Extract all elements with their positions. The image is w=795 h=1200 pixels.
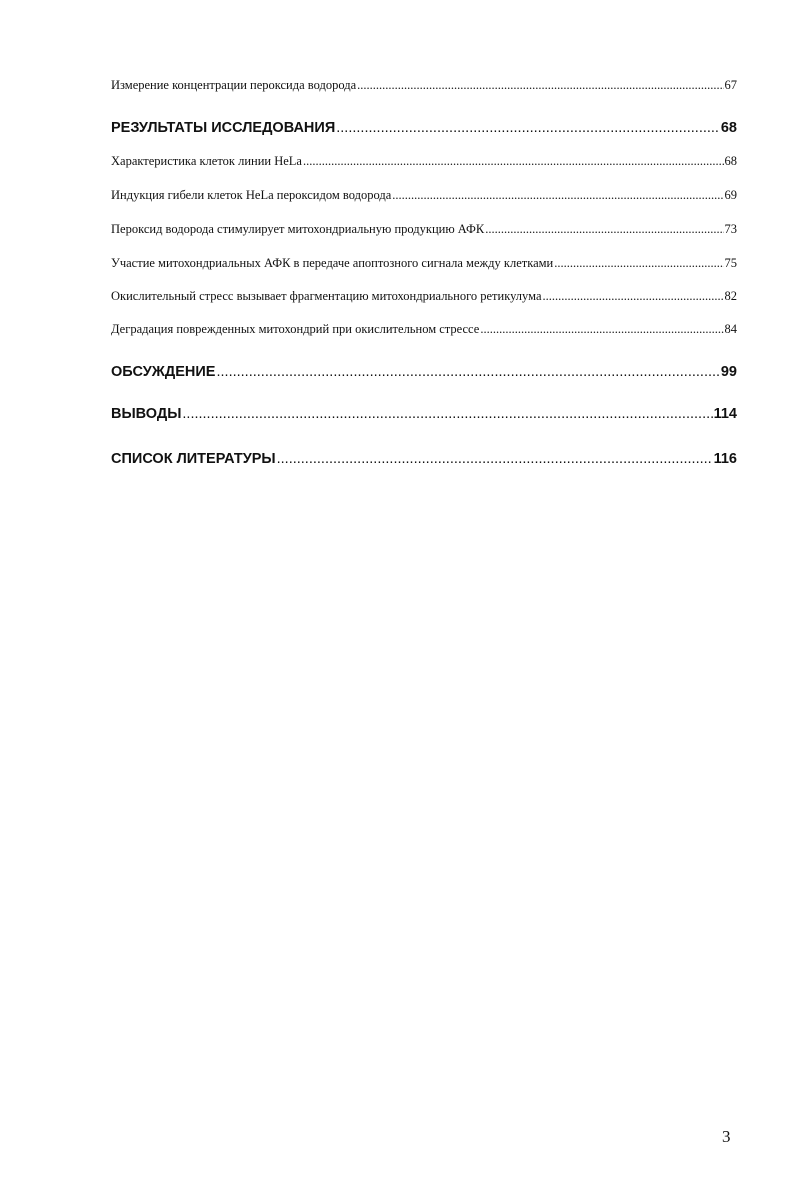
toc-entry xyxy=(111,256,737,271)
toc-section-page: 99 xyxy=(720,364,737,380)
dot-leader xyxy=(277,451,713,467)
toc-entry-title: Индукция гибели клеток HeLa пероксидом водорода xyxy=(111,188,392,202)
toc-entry-page: 69 xyxy=(724,188,737,202)
toc-section-title: СПИСОК ЛИТЕРАТУРЫ xyxy=(111,451,276,467)
toc-entry-title: Измерение концентрации пероксида водорода xyxy=(111,78,357,92)
toc-entry-title: Деградация поврежденных митохондрий при окислительном стрессе xyxy=(111,322,480,336)
dot-leader xyxy=(543,289,724,304)
toc-entry-page: 73 xyxy=(724,222,737,236)
toc-entry xyxy=(111,154,737,169)
dot-leader xyxy=(392,188,723,203)
dot-leader xyxy=(216,364,719,380)
toc-section-entry xyxy=(111,406,737,422)
toc-section-title: РЕЗУЛЬТАТЫ ИССЛЕДОВАНИЯ xyxy=(111,120,336,136)
toc-section-page: 116 xyxy=(713,451,737,467)
dot-leader xyxy=(357,78,723,93)
toc-section-title: ОБСУЖДЕНИЕ xyxy=(111,364,216,380)
toc-section-entry xyxy=(111,451,737,467)
toc-entry-page: 84 xyxy=(724,322,737,336)
toc-entry-title: Окислительный стресс вызывает фрагментацию митохондриального ретикулума xyxy=(111,289,542,303)
toc-entry xyxy=(111,188,737,203)
toc-entry-page: 75 xyxy=(724,256,737,270)
toc-section-page: 68 xyxy=(720,120,737,136)
toc-entry xyxy=(111,78,737,93)
dot-leader xyxy=(485,222,723,237)
toc-section-entry xyxy=(111,364,737,380)
dot-leader xyxy=(480,322,723,337)
toc-entry-title: Участие митохондриальных АФК в передаче апоптозного сигнала между клетками xyxy=(111,256,554,270)
dot-leader xyxy=(336,120,720,136)
dot-leader xyxy=(303,154,724,169)
toc-entry xyxy=(111,222,737,237)
toc-entry-page: 68 xyxy=(724,154,737,168)
toc-section-entry xyxy=(111,120,737,136)
page-number: 3 xyxy=(722,1127,731,1146)
toc-entry-page: 67 xyxy=(724,78,737,92)
toc-entry-title: Характеристика клеток линии HeLa xyxy=(111,154,302,168)
dot-leader xyxy=(182,406,712,422)
toc-entry-page: 82 xyxy=(724,289,737,303)
toc-section-page: 114 xyxy=(713,406,737,422)
toc-entry xyxy=(111,289,737,304)
toc-entry xyxy=(111,322,737,337)
toc-entry-title: Пероксид водорода стимулирует митохондриальную продукцию АФК xyxy=(111,222,485,236)
toc-section-title: ВЫВОДЫ xyxy=(111,406,182,422)
dot-leader xyxy=(554,256,723,271)
